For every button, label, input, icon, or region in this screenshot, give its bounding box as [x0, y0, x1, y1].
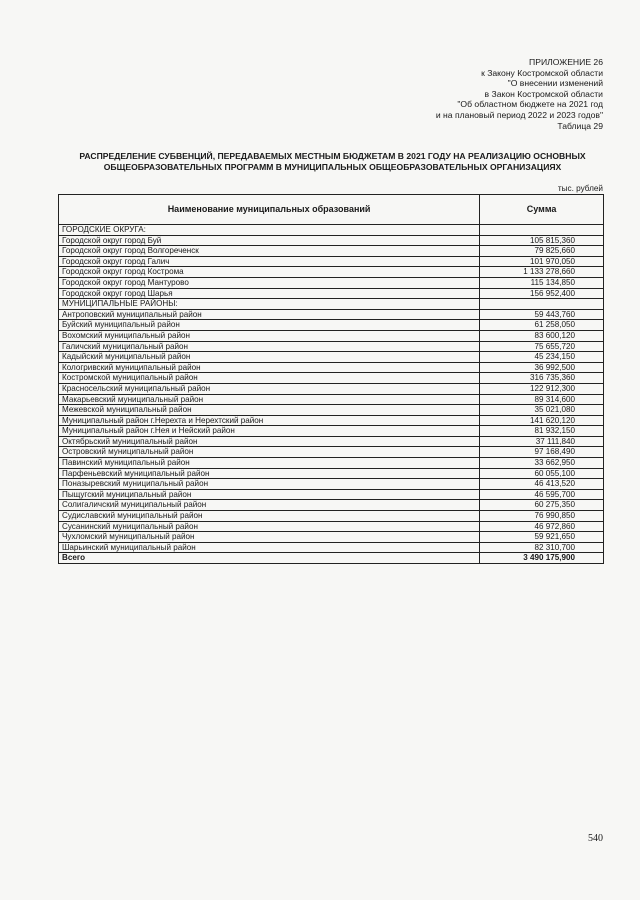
municipality-name: Красносельский муниципальный район [59, 383, 480, 394]
municipality-name: Буйский муниципальный район [59, 320, 480, 331]
municipality-name: ГОРОДСКИЕ ОКРУГА: [59, 225, 480, 236]
total-amount: 3 490 175,900 [480, 553, 604, 564]
municipality-name: Муниципальный район г.Нея и Нейский район [59, 426, 480, 437]
table-row [59, 405, 604, 416]
table-row [59, 489, 604, 500]
subsidy-amount: 35 021,080 [480, 405, 604, 416]
table-row [59, 330, 604, 341]
table-row [59, 352, 604, 363]
table-row [59, 426, 604, 437]
header-line: Таблица 29 [557, 120, 603, 131]
subsidy-amount: 60 055,100 [480, 468, 604, 479]
subsidy-amount: 316 735,360 [480, 373, 604, 384]
table-header-row [59, 195, 604, 225]
municipality-name: Городской округ город Кострома [59, 267, 480, 278]
table-row [59, 500, 604, 511]
column-header-amount: Сумма [480, 195, 604, 225]
total-label: Всего [59, 553, 480, 564]
subsidy-amount: 59 921,650 [480, 532, 604, 543]
municipality-name: Вохомский муниципальный район [59, 330, 480, 341]
municipality-name: Межевской муниципальный район [59, 405, 480, 416]
table-row [59, 373, 604, 384]
subsidy-amount: 59 443,760 [480, 309, 604, 320]
municipality-name: Октябрьский муниципальный район [59, 436, 480, 447]
table-row [59, 511, 604, 522]
municipality-name: Шарьинский муниципальный район [59, 542, 480, 553]
header-line: в Закон Костромской области [484, 88, 603, 99]
header-line: "Об областном бюджете на 2021 год [457, 99, 603, 110]
subsidy-amount: 37 111,840 [480, 436, 604, 447]
subsidy-amount: 76 990,850 [480, 511, 604, 522]
document-title: РАСПРЕДЕЛЕНИЕ СУБВЕНЦИЙ, ПЕРЕДАВАЕМЫХ МЕСТНЫМ БЮДЖЕТАМ В 2021 ГОДУ НА РЕАЛИЗАЦИЮ ОСНОВНЫХ ОБЩЕОБРАЗОВАТЕЛЬНЫХ ПРОГРАММ В МУНИЦИПАЛЬНЫХ ОБЩЕОБРАЗОВАТЕЛЬНЫХ ОРГАНИЗАЦИЯХ [79, 151, 586, 172]
subsidy-amount [480, 299, 604, 310]
table-row [59, 383, 604, 394]
municipality-name: Кологривский муниципальный район [59, 362, 480, 373]
table-row [59, 468, 604, 479]
municipality-name: Костромской муниципальный район [59, 373, 480, 384]
table-row [59, 235, 604, 246]
municipality-name: Городской округ город Галич [59, 256, 480, 267]
table-row [59, 267, 604, 278]
table-row [59, 458, 604, 469]
municipality-name: Городской округ город Мантурово [59, 277, 480, 288]
table-row [59, 415, 604, 426]
table-row [59, 288, 604, 299]
municipality-name: Галичский муниципальный район [59, 341, 480, 352]
table-row [59, 532, 604, 543]
municipality-name: Городской округ город Шарья [59, 288, 480, 299]
municipality-name: Антроповский муниципальный район [59, 309, 480, 320]
table-row [59, 521, 604, 532]
header-line: и на плановый период 2022 и 2023 годов" [435, 109, 603, 120]
subsidy-amount: 75 655,720 [480, 341, 604, 352]
table-row [59, 309, 604, 320]
municipality-name: Пыщугский муниципальный район [59, 489, 480, 500]
table-row [59, 299, 604, 310]
table-row [59, 436, 604, 447]
table-row [59, 479, 604, 490]
municipality-name: Солигаличский муниципальный район [59, 500, 480, 511]
subsidy-amount: 141 620,120 [480, 415, 604, 426]
header-line: "О внесении изменений [507, 78, 603, 89]
municipality-name: Муниципальный район г.Нерехта и Нерехтский район [59, 415, 480, 426]
table-row [59, 246, 604, 257]
column-header-name: Наименование муниципальных образований [59, 195, 480, 225]
subsidy-amount: 46 413,520 [480, 479, 604, 490]
table-body [59, 225, 604, 564]
subsidy-amount: 60 275,350 [480, 500, 604, 511]
subsidy-amount: 97 168,490 [480, 447, 604, 458]
header-line: ПРИЛОЖЕНИЕ 26 [529, 57, 603, 67]
municipality-name: Сусанинский муниципальный район [59, 521, 480, 532]
subsidy-amount: 82 310,700 [480, 542, 604, 553]
subsidy-amount: 79 825,660 [480, 246, 604, 257]
subsidy-amount: 89 314,600 [480, 394, 604, 405]
page-number: 540 [588, 833, 603, 844]
municipality-name: Кадыйский муниципальный район [59, 352, 480, 363]
header-line: к Закону Костромской области [481, 67, 603, 78]
municipality-name: Парфеньевский муниципальный район [59, 468, 480, 479]
subsidy-amount: 46 972,860 [480, 521, 604, 532]
table-row [59, 341, 604, 352]
subsidy-amount: 122 912,300 [480, 383, 604, 394]
municipality-name: Павинский муниципальный район [59, 458, 480, 469]
table-row [59, 225, 604, 236]
municipality-name: Макарьевский муниципальный район [59, 394, 480, 405]
table-row [59, 362, 604, 373]
subsidy-amount: 61 258,050 [480, 320, 604, 331]
municipality-name: МУНИЦИПАЛЬНЫЕ РАЙОНЫ: [59, 299, 480, 310]
subsidy-amount: 46 595,700 [480, 489, 604, 500]
table-row [59, 256, 604, 267]
total-row [59, 553, 604, 564]
municipality-name: Островский муниципальный район [59, 447, 480, 458]
subsidy-amount: 115 134,850 [480, 277, 604, 288]
subsidy-amount [480, 225, 604, 236]
subsidy-amount: 156 952,400 [480, 288, 604, 299]
subsidy-amount: 45 234,150 [480, 352, 604, 363]
subsidy-amount: 1 133 278,660 [480, 267, 604, 278]
subsidy-amount: 83 600,120 [480, 330, 604, 341]
appendix-header [436, 57, 603, 131]
table-row [59, 277, 604, 288]
municipality-name: Чухломский муниципальный район [59, 532, 480, 543]
municipality-name: Городской округ город Буй [59, 235, 480, 246]
subsidy-amount: 105 815,360 [480, 235, 604, 246]
table-row [59, 320, 604, 331]
municipality-name: Судиславский муниципальный район [59, 511, 480, 522]
units-label: тыс. рублей [557, 184, 603, 193]
table-row [59, 394, 604, 405]
subsidy-amount: 101 970,050 [480, 256, 604, 267]
subsidy-amount: 33 662,950 [480, 458, 604, 469]
subsidy-amount: 81 932,150 [480, 426, 604, 437]
municipality-name: Поназыревский муниципальный район [59, 479, 480, 490]
subsidies-table [58, 194, 604, 564]
subsidy-amount: 36 992,500 [480, 362, 604, 373]
table-row [59, 447, 604, 458]
table-row [59, 542, 604, 553]
municipality-name: Городской округ город Волгореченск [59, 246, 480, 257]
